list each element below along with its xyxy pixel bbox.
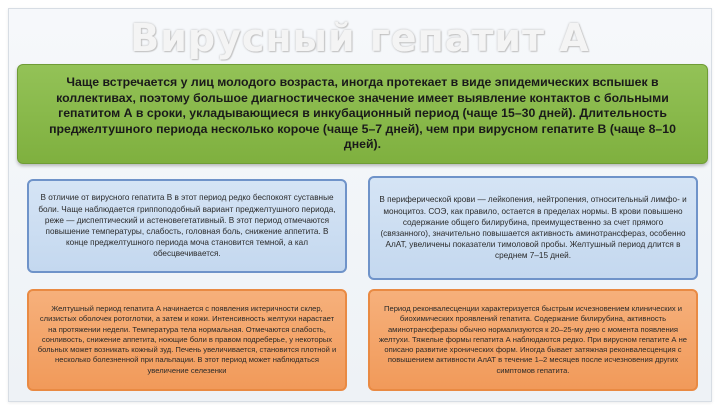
icteric-period-box xyxy=(27,289,347,391)
convalescence-period-box xyxy=(368,289,698,391)
slide-title: Вирусный гепатит А xyxy=(130,16,590,60)
icteric-period-text: Желтушный период гепатита А начинается с появления иктеричности склер, слизистых оболочек ротоглотки, а затем и кожи. Интенсивность желтухи нарастает на протяжении недели. Температура тела нормальная. Отмечаются слабость, сонливость, снижение аппетита, ноющие боли в правом подреберье, у некоторых больных может возникать кожный зуд. Печень увеличивается, становится плотной и несколько болезненной при пальпации. В этот период может наблюдаться увеличение селезенки xyxy=(37,304,337,375)
convalescence-period-text: Период реконвалесценции характеризуется быстрым исчезновением клинических и биохимических проявлений гепатита. Содержание билирубина, активность аминотрансферазы обычно нормализуются к 20–25-му дню с момента появления желтухи. Тяжелые формы гепатита А наблюдаются редко. При вирусном гепатите А не описано развитие хронических форм. Иногда бывает затяжная реконвалесценция с повышением активности АлАТ в течение 1–2 месяцев после исчезновения других симптомов гепатита. xyxy=(378,304,688,375)
preicteric-period-box xyxy=(27,179,347,273)
summary-box xyxy=(17,64,708,164)
preicteric-period-text: В отличие от вирусного гепатита В в этот период редко беспокоят суставные боли. Чаще наблюдается гриппоподобный вариант преджелтушного периода, реже — диспептический и астеновегетативный. В этот период отмечаются повышение температуры, слабость, головная боль, снижение аппетита. В конце преджелтушного периода моча становится темной, а кал обесцвечивается. xyxy=(38,193,336,259)
summary-text: Чаще встречается у лиц молодого возраста, иногда протекает в виде эпидемических вспышек в коллективах, поэтому большое диагностическое значение имеет выявление контактов с больными гепатитом А в сроки, укладывающиеся в инкубационный период (чаще 15–30 дней). Длительность преджелтушного периода несколько короче (чаще 5–7 дней), чем при вирусном гепатите В (чаще 8–10 дней). xyxy=(49,75,676,152)
blood-findings-box xyxy=(368,176,698,280)
blood-findings-text: В периферической крови — лейкопения, нейтропения, относительный лимфо- и моноцитоз. СОЭ, как правило, остается в пределах нормы. В крови повышено содержание общего билирубина, преимущественно за счет прямого (связанного), значительно повышается активность аминотрансфераз, особенно АлАТ, увеличены показатели тимоловой пробы. Желтушный период длится в среднем 7–15 дней. xyxy=(379,195,687,261)
